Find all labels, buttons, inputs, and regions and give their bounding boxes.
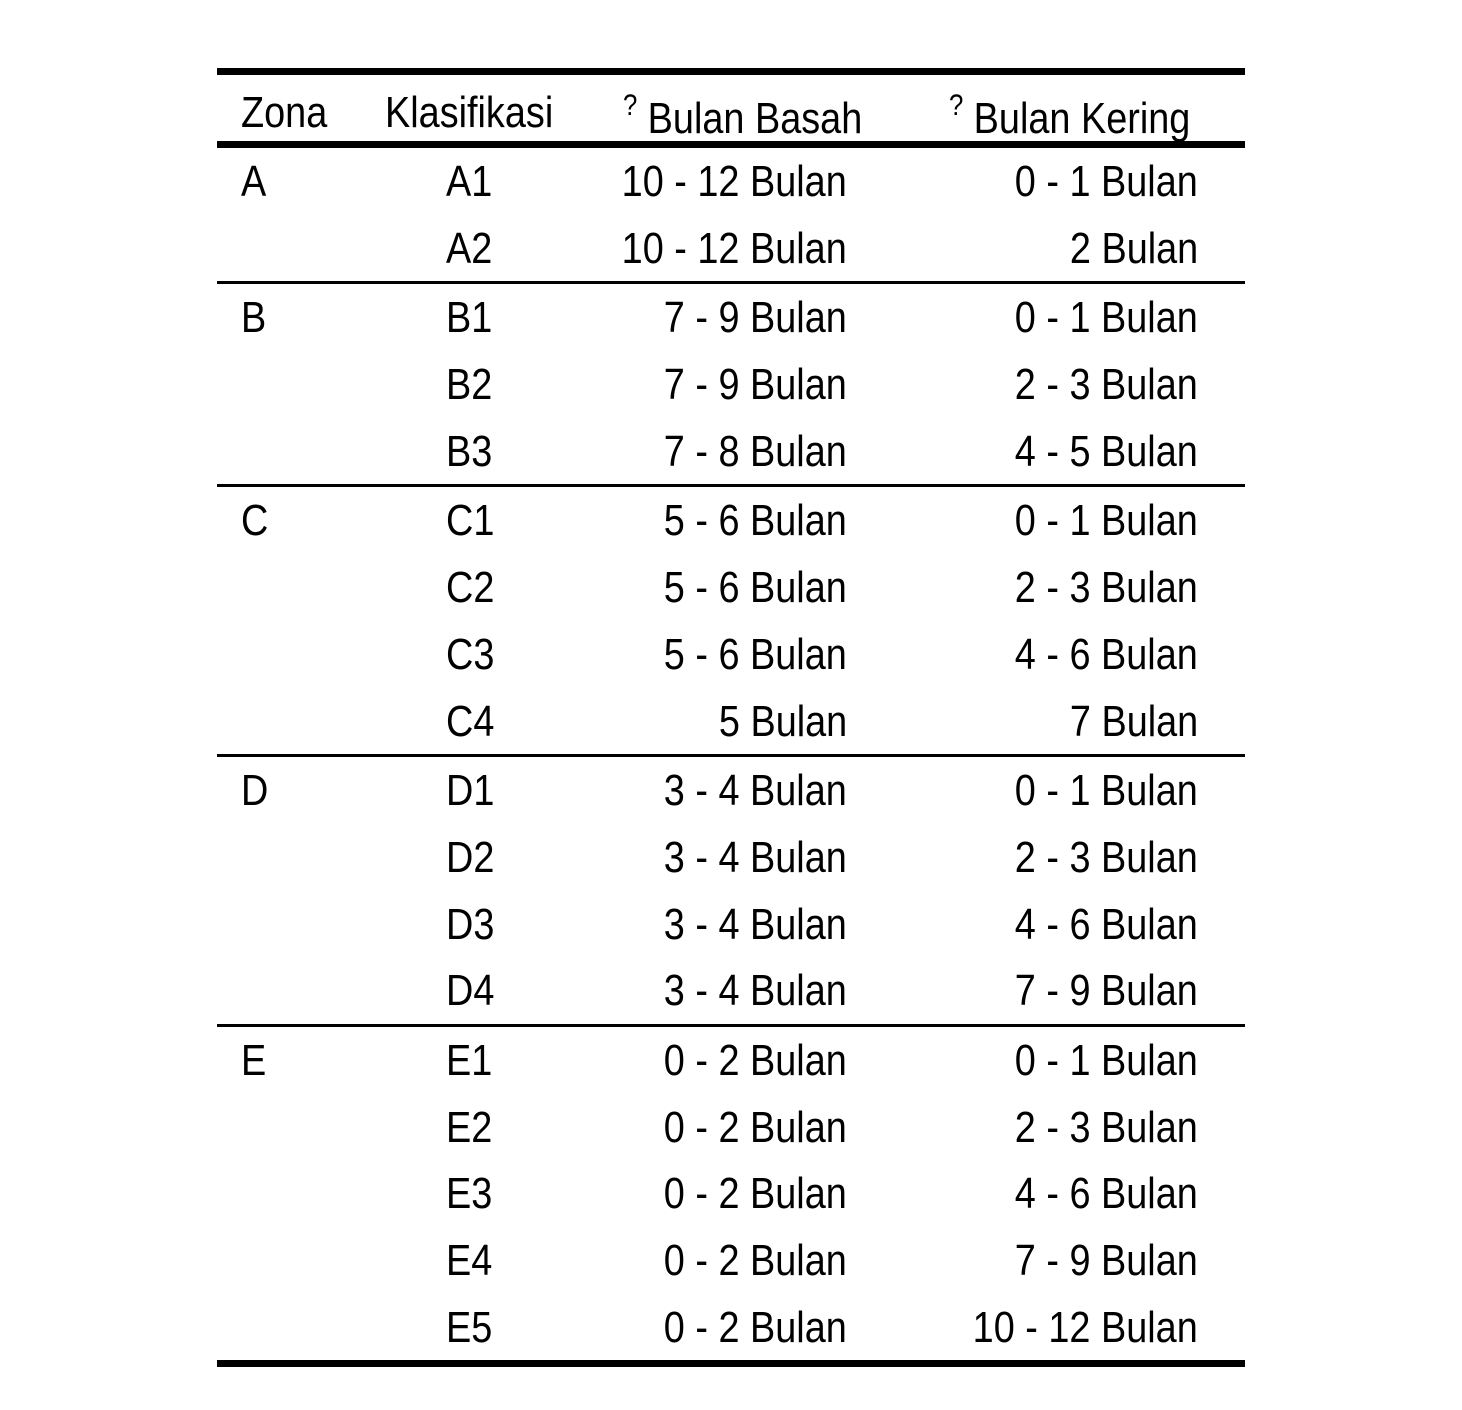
- cell-zona: B: [241, 293, 267, 343]
- cell-bulan-basah: 3 - 4 Bulan: [663, 766, 847, 816]
- cell-zona: C: [241, 496, 269, 546]
- cell-klasifikasi: C2: [446, 563, 495, 613]
- cell-klasifikasi: D1: [446, 766, 495, 816]
- cell-bulan-kering: 0 - 1 Bulan: [1014, 496, 1198, 546]
- table-row: [217, 824, 1245, 891]
- cell-bulan-basah: 7 - 9 Bulan: [663, 293, 847, 343]
- cell-bulan-kering: 2 - 3 Bulan: [1014, 563, 1198, 613]
- table-row: [217, 1227, 1245, 1294]
- table-row: [217, 957, 1245, 1024]
- cell-bulan-basah: 3 - 4 Bulan: [663, 832, 847, 882]
- table-row: [217, 1160, 1245, 1227]
- table-row: [217, 215, 1245, 282]
- cell-bulan-kering: 0 - 1 Bulan: [1014, 157, 1198, 206]
- table-row: [217, 621, 1245, 688]
- cell-bulan-kering: 4 - 6 Bulan: [1014, 899, 1198, 949]
- cell-bulan-kering: 10 - 12 Bulan: [972, 1302, 1198, 1352]
- cell-bulan-basah: 0 - 2 Bulan: [663, 1169, 847, 1219]
- cell-klasifikasi: C3: [446, 629, 495, 679]
- cell-bulan-basah: 0 - 2 Bulan: [663, 1302, 847, 1352]
- cell-bulan-kering: 7 Bulan: [1069, 696, 1198, 746]
- cell-klasifikasi: C1: [446, 496, 495, 546]
- cell-bulan-basah: 5 - 6 Bulan: [663, 496, 847, 546]
- cell-klasifikasi: E5: [446, 1302, 493, 1352]
- cell-klasifikasi: E3: [446, 1169, 493, 1219]
- table-row: [217, 554, 1245, 621]
- table-row: [217, 891, 1245, 958]
- cell-bulan-kering: 2 - 3 Bulan: [1014, 360, 1198, 410]
- header-bulan-basah: [623, 91, 862, 141]
- table-top-rule: [217, 68, 1245, 75]
- cell-bulan-kering: 4 - 5 Bulan: [1014, 426, 1198, 476]
- table-row: [217, 757, 1245, 824]
- cell-bulan-kering: 2 Bulan: [1069, 223, 1198, 273]
- cell-bulan-kering: 4 - 6 Bulan: [1014, 1169, 1198, 1219]
- cell-zona: E: [241, 1035, 267, 1085]
- header-bulan-kering: [949, 91, 1190, 141]
- bulan-kering-symbol: ?: [949, 89, 964, 122]
- table-row: [217, 1294, 1245, 1361]
- cell-bulan-basah: 0 - 2 Bulan: [663, 1035, 847, 1085]
- cell-bulan-basah: 5 - 6 Bulan: [663, 629, 847, 679]
- cell-klasifikasi: B1: [446, 293, 493, 343]
- header-bulan-basah-label: Bulan Basah: [647, 94, 863, 143]
- header-klasifikasi: Klasifikasi: [385, 88, 554, 137]
- bulan-basah-symbol: ?: [623, 89, 638, 122]
- cell-bulan-kering: 7 - 9 Bulan: [1014, 1236, 1198, 1285]
- table-bottom-rule: [217, 1360, 1245, 1367]
- cell-klasifikasi: E2: [446, 1102, 493, 1152]
- cell-bulan-basah: 10 - 12 Bulan: [621, 157, 847, 206]
- climate-classification-table: [217, 68, 1245, 1367]
- table-row: [217, 284, 1245, 351]
- cell-bulan-basah: 0 - 2 Bulan: [663, 1236, 847, 1285]
- table-row: [217, 351, 1245, 418]
- table-row: [217, 487, 1245, 554]
- cell-bulan-basah: 5 - 6 Bulan: [663, 563, 847, 613]
- header-bulan-kering-label: Bulan Kering: [973, 94, 1191, 143]
- cell-klasifikasi: B3: [446, 426, 493, 476]
- cell-bulan-basah: 7 - 9 Bulan: [663, 360, 847, 410]
- cell-bulan-basah: 3 - 4 Bulan: [663, 966, 847, 1016]
- cell-klasifikasi: D3: [446, 899, 495, 949]
- cell-bulan-kering: 4 - 6 Bulan: [1014, 629, 1198, 679]
- cell-klasifikasi: B2: [446, 360, 493, 410]
- cell-bulan-basah: 7 - 8 Bulan: [663, 426, 847, 476]
- table-row: [217, 688, 1245, 755]
- cell-bulan-kering: 7 - 9 Bulan: [1014, 966, 1198, 1016]
- cell-bulan-kering: 2 - 3 Bulan: [1014, 832, 1198, 882]
- table-header-row: [217, 75, 1245, 141]
- cell-zona: A: [241, 157, 267, 206]
- cell-klasifikasi: E1: [446, 1035, 493, 1085]
- cell-bulan-kering: 2 - 3 Bulan: [1014, 1102, 1198, 1152]
- cell-klasifikasi: D4: [446, 966, 495, 1016]
- cell-bulan-kering: 0 - 1 Bulan: [1014, 766, 1198, 816]
- cell-bulan-kering: 0 - 1 Bulan: [1014, 293, 1198, 343]
- cell-bulan-basah: 3 - 4 Bulan: [663, 899, 847, 949]
- table-row: [217, 1027, 1245, 1094]
- cell-bulan-kering: 0 - 1 Bulan: [1014, 1035, 1198, 1085]
- header-zona: Zona: [241, 88, 328, 137]
- cell-klasifikasi: E4: [446, 1236, 493, 1285]
- cell-klasifikasi: D2: [446, 832, 495, 882]
- table-row: [217, 1094, 1245, 1161]
- cell-bulan-basah: 5 Bulan: [718, 696, 847, 746]
- cell-klasifikasi: A1: [446, 157, 493, 206]
- cell-klasifikasi: A2: [446, 223, 493, 273]
- table-row: [217, 148, 1245, 215]
- cell-bulan-basah: 10 - 12 Bulan: [621, 223, 847, 273]
- table-row: [217, 418, 1245, 485]
- table-body: [217, 148, 1245, 1367]
- cell-klasifikasi: C4: [446, 696, 495, 746]
- cell-zona: D: [241, 766, 269, 816]
- cell-bulan-basah: 0 - 2 Bulan: [663, 1102, 847, 1152]
